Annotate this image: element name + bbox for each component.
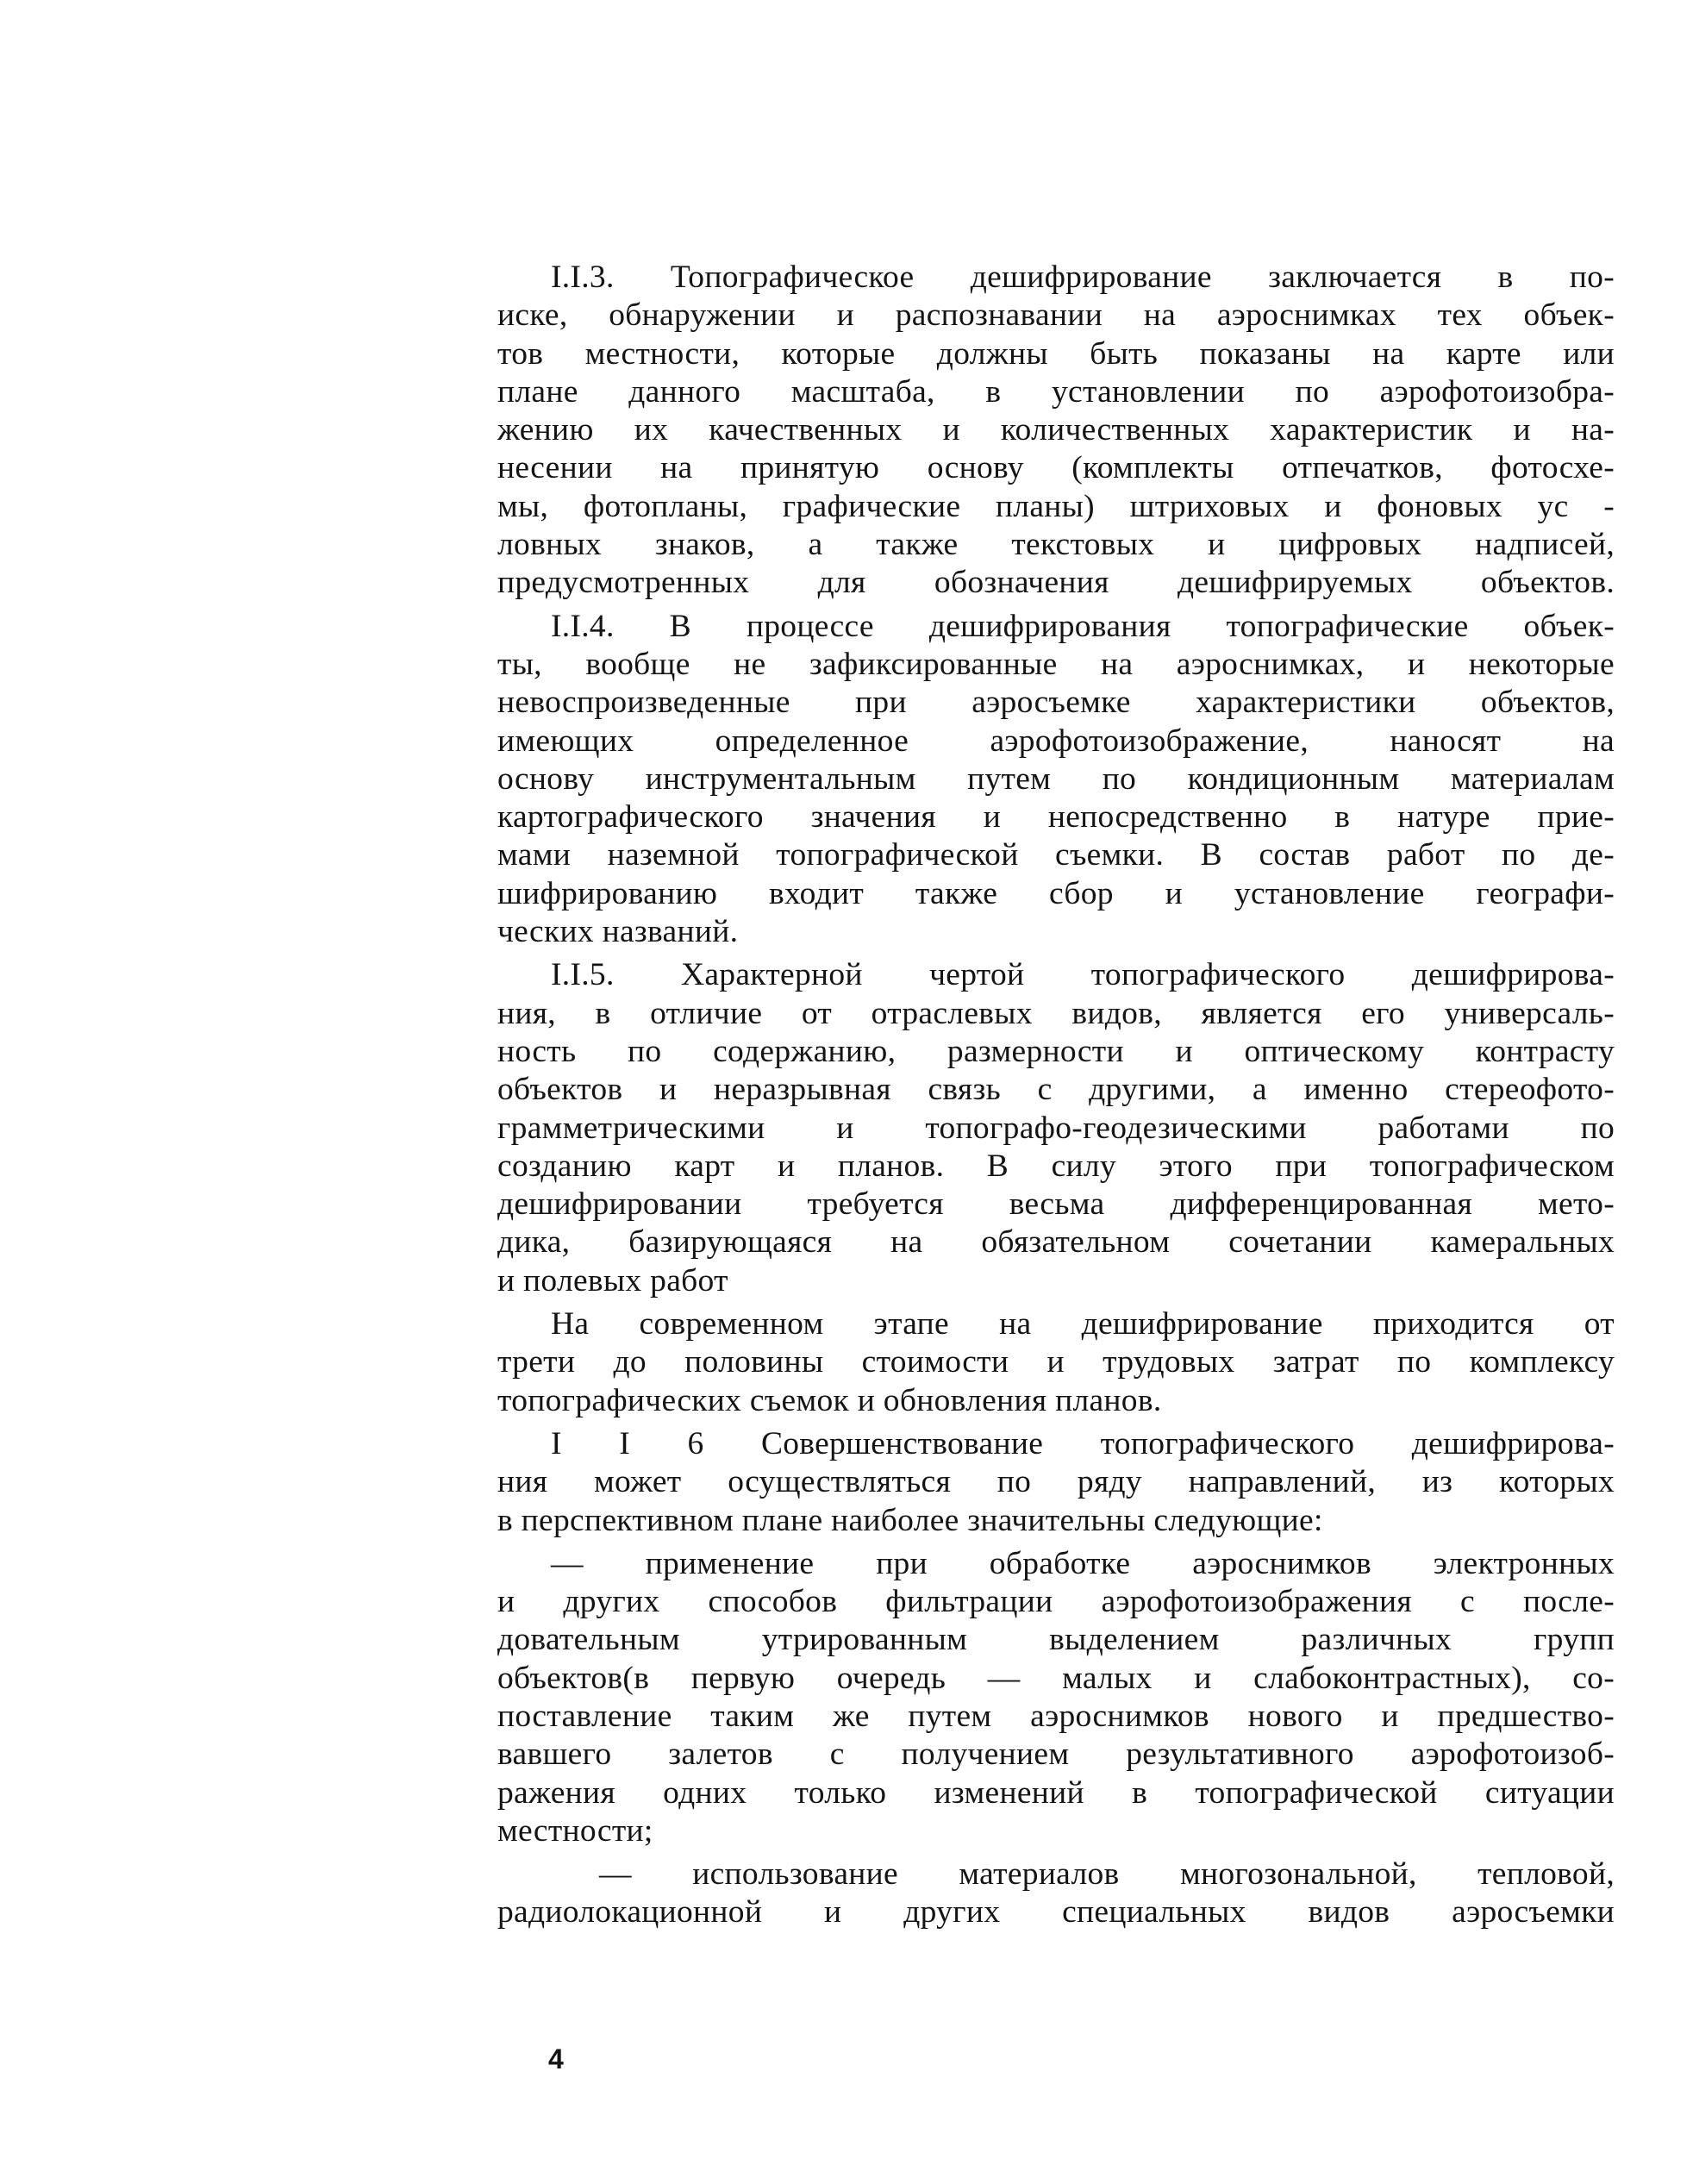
text-line: несении на принятую основу (комплекты отпечатков, фотосхе- xyxy=(497,450,1615,486)
list-item-filtering xyxy=(497,1545,1615,1850)
text-line: поставление таким же путем аэроснимков нового и предшество- xyxy=(497,1698,1615,1734)
text-line: тов местности, которые должны быть показаны на карте или xyxy=(497,335,1615,372)
paragraph-1-1-6 xyxy=(497,1425,1615,1540)
text-line: I.I.5. Характерной чертой топографического дешифрирова- xyxy=(551,957,1615,993)
text-line: — применение при обработке аэроснимков электронных xyxy=(551,1545,1615,1581)
text-line: ловных знаков, а также текстовых и цифровых надписей, xyxy=(497,527,1615,563)
text-line: вавшего залетов с получением результативного аэрофотоизоб- xyxy=(497,1737,1615,1773)
text-line: трети до половины стоимости и трудовых затрат по комплексу xyxy=(497,1344,1615,1380)
text-line: ражения одних только изменений в топографической ситуации xyxy=(497,1774,1615,1811)
text-line: грамметрическими и топографо-геодезическими работами по xyxy=(497,1110,1615,1146)
text-line: объектов и неразрывная связь с другими, а именно стереофото- xyxy=(497,1072,1615,1108)
text-line: На современном этапе на дешифрирование приходится от xyxy=(551,1306,1615,1342)
text-line: — использование материалов многозональной, тепловой, xyxy=(599,1856,1615,1893)
text-line: ния может осуществляться по ряду направлений, из которых xyxy=(497,1464,1615,1500)
text-line: и других способов фильтрации аэрофотоизображения с после- xyxy=(497,1584,1615,1620)
text-line: I.I.3. Топографическое дешифрирование заключается в по- xyxy=(551,260,1615,295)
paragraph-1-1-3 xyxy=(497,259,1615,603)
text-line: довательным утрированным выделением различных групп xyxy=(497,1622,1615,1658)
text-line: радиолокационной и других специальных видов аэросъемки xyxy=(497,1894,1615,1931)
text-line: дешифрировании требуется весьма дифференцированная мето- xyxy=(497,1186,1615,1223)
text-line: и полевых работ xyxy=(497,1262,728,1299)
body-text xyxy=(497,259,1615,1932)
text-line: дика, базирующаяся на обязательном сочетании камеральных xyxy=(497,1224,1615,1261)
text-line: иске, обнаружении и распознавании на аэроснимках тех объек- xyxy=(497,297,1615,334)
list-item-multizonal xyxy=(497,1855,1615,1932)
text-line: плане данного масштаба, в установлении по аэрофотоизобра- xyxy=(497,373,1615,410)
text-line: местности; xyxy=(497,1812,653,1849)
text-line: I I 6 Совершенствование топографического дешифрирова- xyxy=(551,1425,1615,1461)
text-line: мами наземной топографической съемки. В состав работ по де- xyxy=(497,837,1615,873)
text-line: ты, вообще не зафиксированные на аэроснимках, и некоторые xyxy=(497,646,1615,682)
text-line: шифрированию входит также сбор и установление географи- xyxy=(497,875,1615,911)
text-line: мы, фотопланы, графические планы) штриховых и фоновых ус - xyxy=(497,488,1615,524)
paragraph-1-1-5 xyxy=(497,956,1615,1300)
text-line: предусмотренных для обозначения дешифрируемых объектов. xyxy=(497,565,1615,601)
text-line: жению их качественных и количественных характеристик и на- xyxy=(497,412,1615,448)
text-line: ность по содержанию, размерности и оптическому контрасту xyxy=(497,1033,1615,1069)
text-line: ческих названий. xyxy=(497,914,739,950)
text-line: основу инструментальным путем по кондиционным материалам xyxy=(497,760,1615,797)
text-line: топографических съемок и обновления планов. xyxy=(497,1382,1162,1418)
text-line: картографического значения и непосредственно в натуре прие- xyxy=(497,799,1615,835)
text-line: имеющих определенное аэрофотоизображение, наносят на xyxy=(497,723,1615,759)
text-line: ния, в отличие от отраслевых видов, является его универсаль- xyxy=(497,995,1615,1031)
text-line: объектов(в первую очередь — малых и слабоконтрастных), со- xyxy=(497,1660,1615,1696)
page-number: 4 xyxy=(548,2043,564,2074)
text-line: невоспроизведенные при аэросъемке характеристики объектов, xyxy=(497,685,1615,721)
text-line: в перспективном плане наиболее значительны следующие: xyxy=(497,1502,1323,1538)
text-line: созданию карт и планов. В силу этого при топографическом xyxy=(497,1148,1615,1184)
paragraph-1-1-4 xyxy=(497,608,1615,952)
text-line: I.I.4. В процессе дешифрирования топографические объек- xyxy=(551,608,1615,644)
paragraph-cost-share xyxy=(497,1305,1615,1420)
